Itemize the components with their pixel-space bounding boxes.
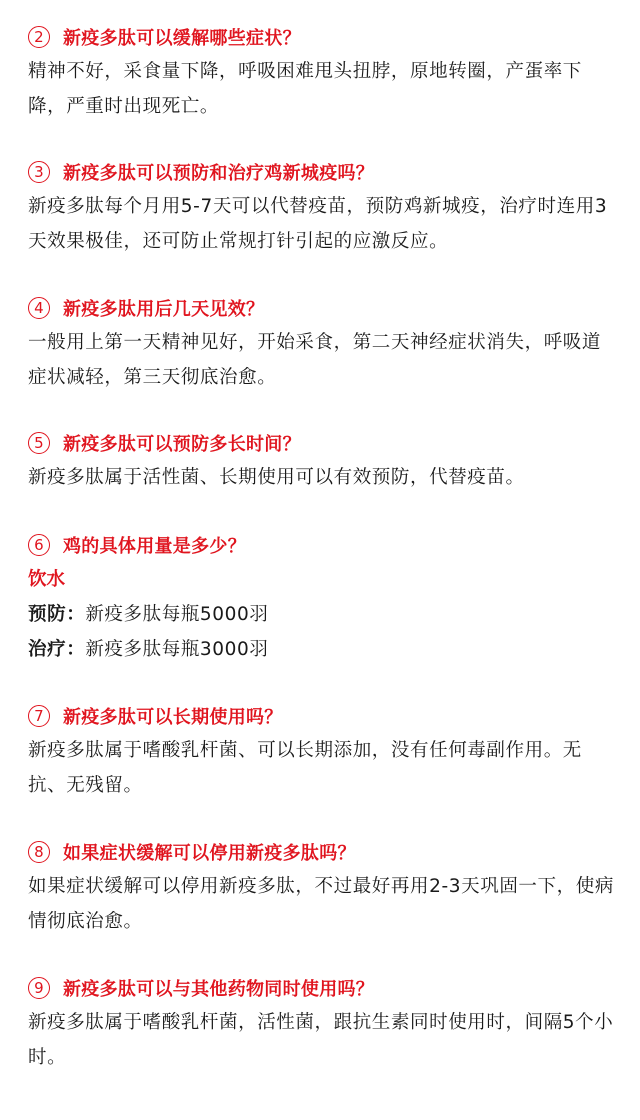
question-text: 新疫多肽可以预防多长时间？ xyxy=(63,434,301,455)
question-text: 鸡的具体用量是多少？ xyxy=(63,536,246,557)
faq-item-8 xyxy=(28,835,618,939)
question-text: 新疫多肽可以与其他药物同时使用吗？ xyxy=(63,979,375,1000)
circled-number-icon: 5 xyxy=(28,432,50,454)
faq-question xyxy=(28,528,618,562)
faq-item-5 xyxy=(28,426,618,495)
dose-value: 新疫多肽每瓶5000羽 xyxy=(85,604,269,625)
dose-label: 治疗： xyxy=(28,639,86,660)
circled-number-icon: 9 xyxy=(28,977,50,999)
dose-value: 新疫多肽每瓶3000羽 xyxy=(85,639,269,660)
circled-number-icon: 7 xyxy=(28,705,50,727)
answer-text: 如果症状缓解可以停用新疫多肽，不过最好再用2-3天巩固一下，使病情彻底治愈。 xyxy=(28,876,614,932)
faq-item-6 xyxy=(28,528,618,667)
circled-number-icon: 3 xyxy=(28,161,50,183)
question-text: 新疫多肽可以预防和治疗鸡新城疫吗？ xyxy=(63,163,375,184)
question-text: 新疫多肽可以缓解哪些症状？ xyxy=(63,28,301,49)
faq-question xyxy=(28,971,618,1005)
faq-question xyxy=(28,155,618,189)
faq-item-2 xyxy=(28,20,618,124)
faq-question xyxy=(28,699,618,733)
faq-question xyxy=(28,835,618,869)
answer-text: 新疫多肽属于嗜酸乳杆菌、可以长期添加，没有任何毒副作用。无抗、无残留。 xyxy=(28,740,582,796)
dose-label: 预防： xyxy=(28,604,86,625)
question-text: 新疫多肽可以长期使用吗？ xyxy=(63,707,283,728)
circled-number-icon: 6 xyxy=(28,534,50,556)
dose-line-treatment xyxy=(28,632,618,667)
faq-question xyxy=(28,426,618,460)
answer-text: 新疫多肽每个月用5-7天可以代替疫苗，预防鸡新城疫，治疗时连用3天效果极佳，还可防止常规打针引起的应激反应。 xyxy=(28,196,608,252)
faq-question xyxy=(28,20,618,54)
faq-item-4 xyxy=(28,291,618,395)
faq-item-3 xyxy=(28,155,618,259)
circled-number-icon: 2 xyxy=(28,26,50,48)
faq-question xyxy=(28,291,618,325)
answer-text: 新疫多肽属于活性菌、长期使用可以有效预防，代替疫苗。 xyxy=(28,467,525,488)
answer-text: 新疫多肽属于嗜酸乳杆菌，活性菌，跟抗生素同时使用时，间隔5个小时。 xyxy=(28,1012,614,1068)
question-text: 新疫多肽用后几天见效？ xyxy=(63,299,265,320)
dosage-method-heading: 饮水 xyxy=(28,569,66,590)
answer-text: 一般用上第一天精神见好，开始采食，第二天神经症状消失，呼吸道症状减轻，第三天彻底治愈。 xyxy=(28,332,602,388)
faq-item-7 xyxy=(28,699,618,803)
answer-text: 精神不好，采食量下降，呼吸困难甩头扭脖，原地转圈，产蛋率下降，严重时出现死亡。 xyxy=(28,61,582,117)
dose-line-prevention xyxy=(28,597,618,632)
circled-number-icon: 8 xyxy=(28,841,50,863)
circled-number-icon: 4 xyxy=(28,297,50,319)
question-text: 如果症状缓解可以停用新疫多肽吗？ xyxy=(63,843,356,864)
faq-item-9 xyxy=(28,971,618,1075)
